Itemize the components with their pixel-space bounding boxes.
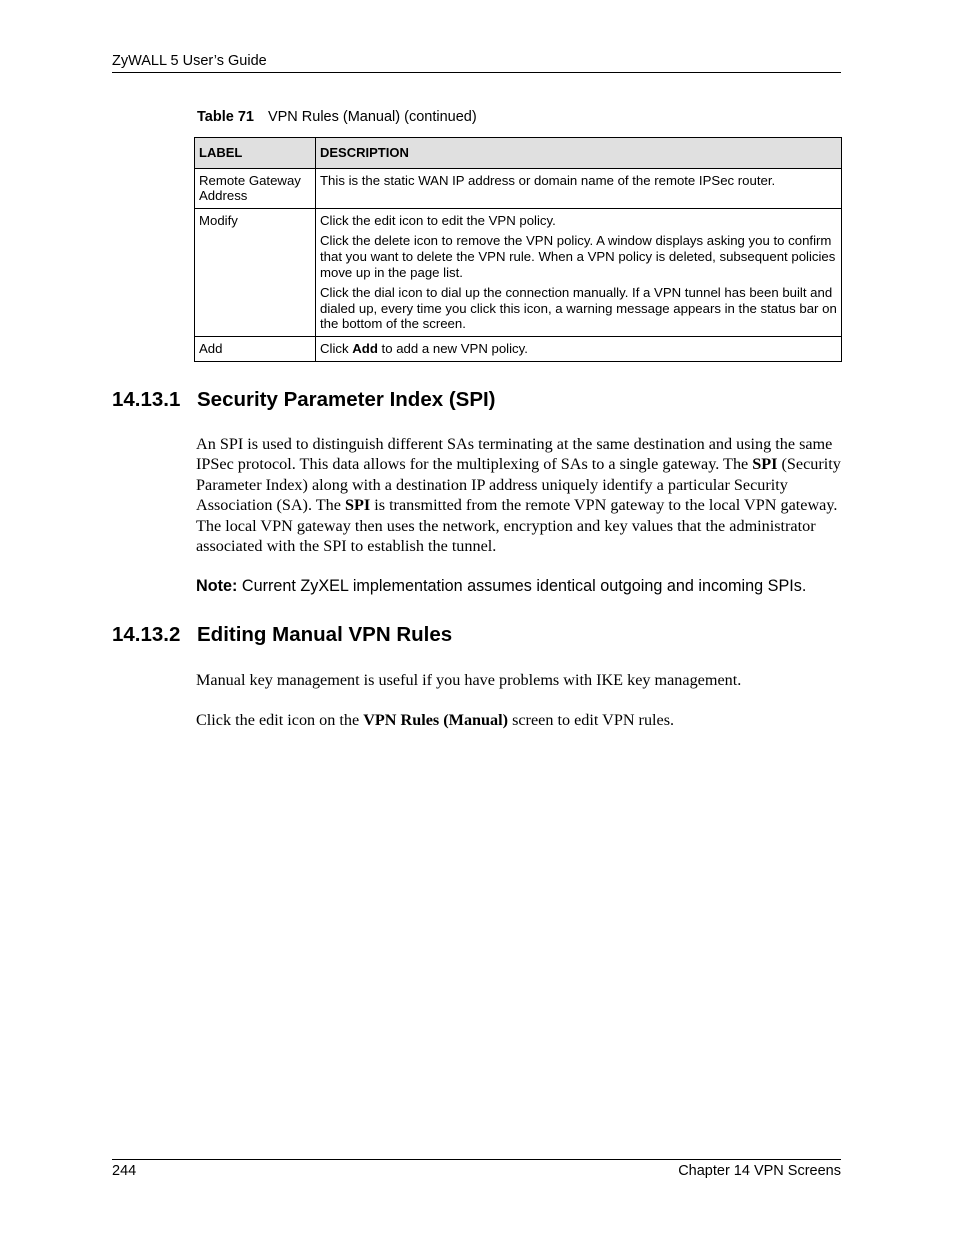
running-footer (112, 1159, 841, 1180)
note-label: Note: (196, 577, 238, 595)
guide-title: ZyWALL 5 User’s Guide (112, 53, 267, 69)
description-paragraph: Click the edit icon to edit the VPN policy. (320, 212, 556, 228)
section-number: 14.13.2 (112, 623, 181, 646)
note (196, 576, 856, 596)
column-header-label: LABEL (195, 138, 316, 169)
table-caption-title: VPN Rules (Manual) (continued) (267, 109, 477, 125)
table-caption (197, 108, 477, 126)
row-description: Click Add to add a new VPN policy. (316, 336, 842, 361)
row-label: Add (195, 336, 316, 361)
row-description (316, 208, 842, 336)
vpn-rules-table (194, 137, 842, 362)
column-header-description: DESCRIPTION (316, 138, 842, 169)
running-header (112, 52, 841, 73)
section-heading-spi (112, 388, 496, 412)
table-caption-number: Table 71 (197, 109, 254, 125)
section-title: Editing Manual VPN Rules (197, 623, 453, 646)
row-description (316, 168, 842, 208)
edit-instruction-paragraph: Click the edit icon on the VPN Rules (Manual) screen to edit VPN rules. (196, 711, 675, 729)
add-keyword: Add (352, 340, 378, 356)
table-row (195, 168, 842, 208)
note-text: Current ZyXEL implementation assumes identical outgoing and incoming SPIs. (237, 577, 807, 595)
section-title: Security Parameter Index (SPI) (197, 388, 496, 411)
description-paragraph: This is the static WAN IP address or domain name of the remote IPSec router. (320, 172, 776, 188)
section-number: 14.13.1 (112, 388, 181, 411)
table-header-row (195, 138, 842, 169)
page-number: 244 (112, 1163, 137, 1179)
manual-key-paragraph: Manual key management is useful if you have problems with IKE key management. (196, 671, 742, 689)
description-paragraph: Click the delete icon to remove the VPN policy. A window displays asking you to confirm that you want to delete the VPN rule. When a VPN policy is deleted, subsequent policies move up in the page list. (320, 233, 836, 280)
row-label: Modify (195, 208, 316, 336)
spi-paragraph: An SPI is used to distinguish different SAs terminating at the same destination and using the same IPSec protocol. This data allows for the multiplexing of SAs to a single gateway. The SPI (Security Parameter Index) along with a destination IP address uniquely identify a particular Security Association (SA). The SPI is transmitted from the remote VPN gateway to the local VPN gateway. The local VPN gateway then uses the network, encryption and key values that the administrator associated with the SPI to establish the tunnel. (196, 435, 841, 556)
table-row (195, 336, 842, 361)
row-label: Remote Gateway Address (195, 168, 316, 208)
chapter-title: Chapter 14 VPN Screens (678, 1163, 841, 1179)
table-row (195, 208, 842, 336)
section-heading-editing (112, 623, 452, 647)
description-paragraph: Click the dial icon to dial up the connection manually. If a VPN tunnel has been built and dialed up, every time you click this icon, a warning message appears in the status bar on the bottom of the screen. (320, 285, 837, 332)
